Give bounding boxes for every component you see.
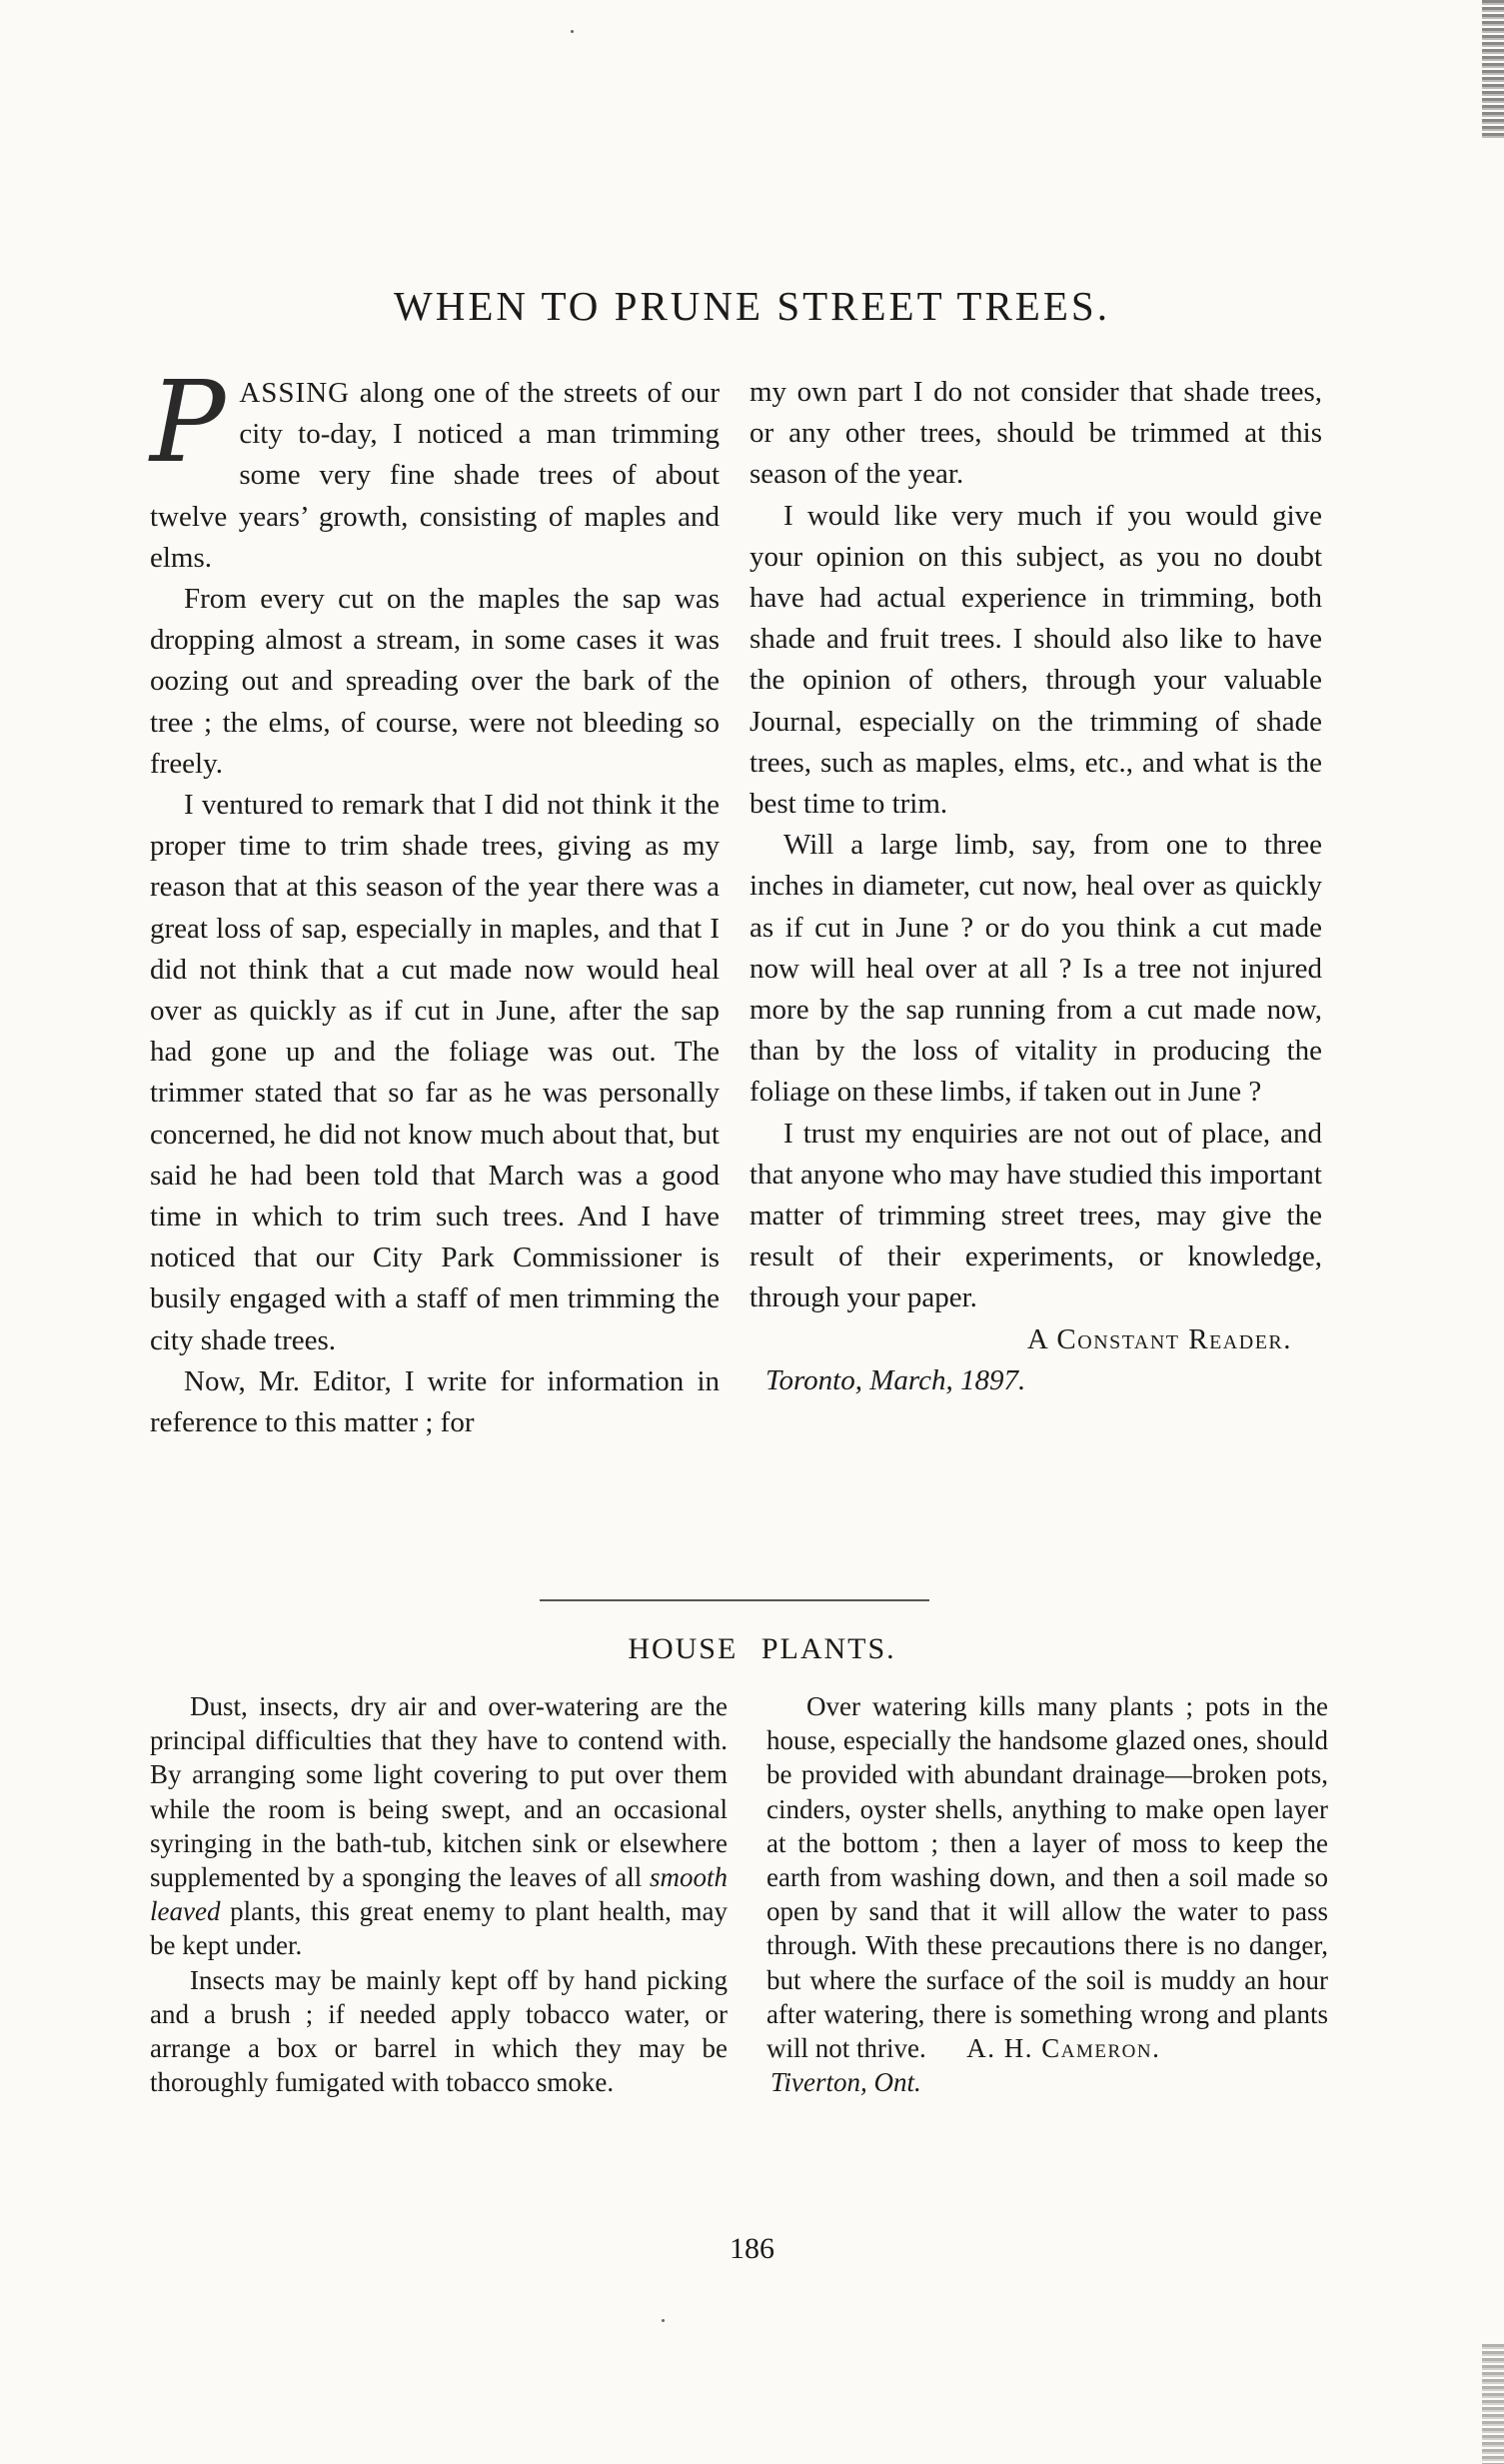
page-number: 186: [730, 2232, 774, 2265]
paragraph-text: Dust, insects, dry air and over-watering are the principal difficulties that they have to contend with. By arranging some light covering to put over them while the room is being swept, and an occasional syringing in the bath-tub, kitchen sink or elsewhere supplemented by a sponging the leaves of all: [150, 1691, 728, 1893]
print-speck: [571, 30, 574, 33]
paragraph-text: along one of the streets of our city to-day, I noticed a man trimming some very fine shade trees of about twelve years’ growth, consisting of maples and elms.: [150, 377, 720, 574]
article-paragraph: my own part I do not consider that shade trees, or any other trees, should be trimmed at this season of the year.: [750, 376, 1322, 491]
article-paragraph: I trust my enquiries are not out of place, and that anyone who may have studied this important matter of trimming street trees, may give the result of their experiments, or knowledge, through your paper.: [750, 1117, 1322, 1314]
article-paragraph: [150, 1689, 728, 1963]
article-paragraph: [150, 358, 720, 579]
lead-word: ASSING: [239, 377, 351, 409]
section-signature: A. H. Cameron.: [966, 2033, 1161, 2064]
article-paragraph: From every cut on the maples the sap was dropping almost a stream, in some cases it was oozing out and spreading over the bark of the tree ; the elms, of course, were not bleeding so freely.: [150, 583, 720, 780]
article-paragraph: I ventured to remark that I did not think it the proper time to trim shade trees, giving as my reason that at this season of the year there was a great loss of sap, especially in maples, and that I did not think that a cut made now would heal over as quickly as if cut in June, after the sap had gone up and the foliage was out. The trimmer stated that so far as he was personally concerned, he did not know much about that, but said he had been told that March was a good time in which to trim such trees. And I have noticed that our City Park Commissioner is busily engaged with a staff of men trimming the city shade trees.: [150, 789, 720, 1356]
drop-cap: P: [150, 358, 226, 488]
section-divider: [540, 1599, 929, 1601]
article-signature: A Constant Reader.: [1026, 1322, 1292, 1355]
article-column-2: [750, 372, 1322, 1401]
house-plants-column-2: [766, 1689, 1328, 2099]
article-column-1: [150, 358, 720, 1443]
article-title: WHEN TO PRUNE STREET TREES.: [394, 283, 1110, 329]
paragraph-text: plants, this great enemy to plant health, may be kept under.: [150, 1896, 728, 1961]
article-paragraph: [766, 1689, 1328, 2065]
page-edge-shadow-bottom: [1482, 2344, 1504, 2464]
section-title: HOUSE PLANTS.: [628, 1632, 896, 1665]
print-speck: [662, 2319, 665, 2322]
section-dateline: Tiverton, Ont.: [770, 2067, 921, 2098]
house-plants-column-1: [150, 1689, 728, 2099]
article-paragraph: Now, Mr. Editor, I write for information in reference to this matter ; for: [150, 1364, 720, 1439]
italic-phrase: smooth leaved: [150, 1862, 728, 1927]
article-paragraph: Will a large limb, say, from one to three inches in diameter, cut now, heal over as quickly as if cut in June ? or do you think a cut made now will heal over at all ? Is a tree not injured more by the sap running from a cut made now, than by the loss of vitality in producing the foliage on these limbs, if taken out in June ?: [750, 829, 1322, 1109]
article-paragraph: I would like very much if you would give your opinion on this subject, as you no doubt have had actual experience in trimming, both shade and fruit trees. I should also like to have the opinion of others, through your valuable Journal, especially on the trimming of shade trees, such as maples, elms, etc., and what is the best time to trim.: [750, 499, 1322, 821]
paragraph-text: Over watering kills many plants ; pots in the house, especially the handsome glazed ones, should be provided with abundant drainage—broken pots, cinders, oyster shells, anything to make open layer at the bottom ; then a layer of moss to keep the earth from washing down, and then a soil made so open by sand that it will allow the water to pass through. With these precautions there is no danger, but where the surface of the soil is muddy an hour after watering, there is something wrong and plants will not thrive.: [766, 1691, 1328, 2064]
article-paragraph: Insects may be mainly kept off by hand picking and a brush ; if needed apply tobacco water, or arrange a box or barrel in which they may be thoroughly fumigated with tobacco smoke.: [150, 1964, 728, 2098]
article-dateline: Toronto, March, 1897.: [765, 1363, 1026, 1396]
page-edge-shadow: [1482, 0, 1504, 140]
